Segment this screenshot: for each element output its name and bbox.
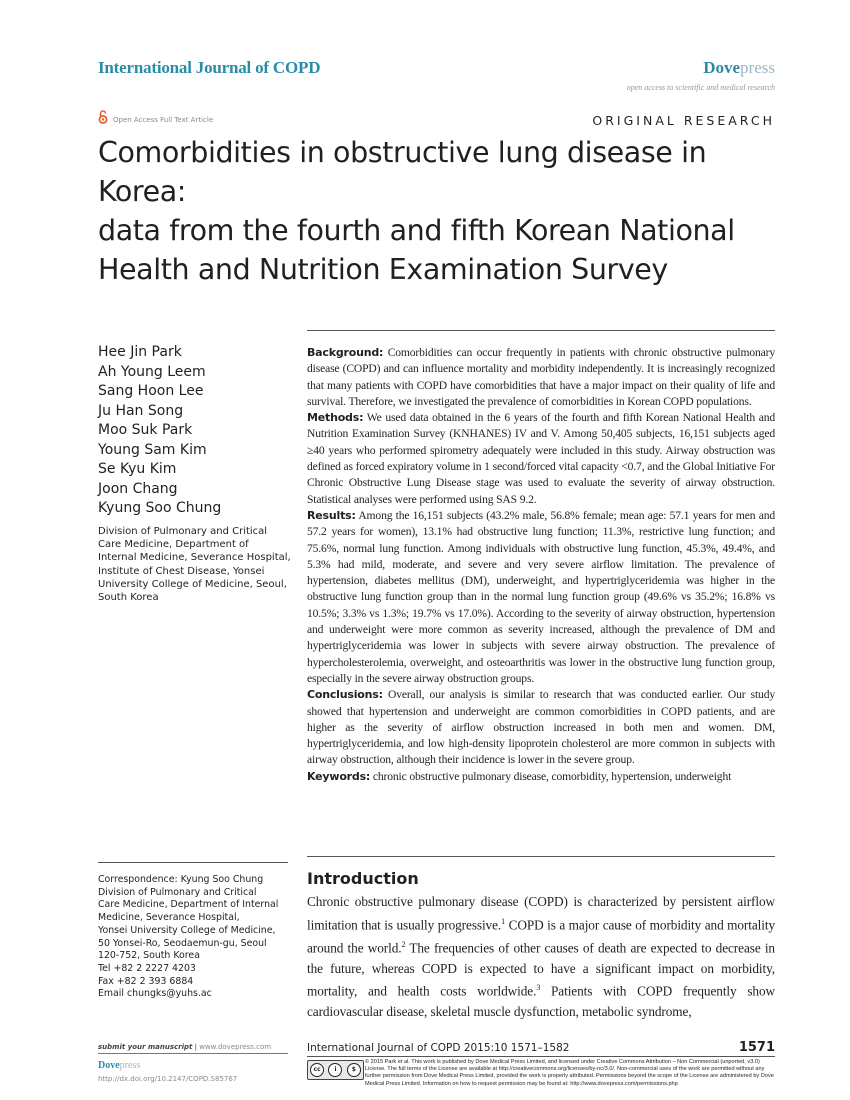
author-name: Young Sam Kim [98, 441, 207, 458]
abstract-background [307, 345, 775, 410]
author-name: Moo Suk Park [98, 422, 193, 438]
page-number: 1571 [738, 1040, 775, 1055]
citation-ref[interactable]: 2 [401, 940, 406, 950]
affiliation-line: Care Medicine, Department of [98, 539, 249, 551]
results-text: Among the 16,151 subjects (43.2% male, 56.8% female; mean age: 57.1 years for men and 57.2 years for women), 13.1% had obstructive lung function; 11.3%, restrictive lung function; and 75.6%, normal lung function. Among individuals with obstructive lung function, 45.3%, 49.4%, and 5.3% had mild, moderate, and severe and very severe airflow limitation. The prevalence of hypertension, diabetes mellitus (DM), underweight, and hypertriglyceridemia was higher in the obstructive lung function group than in the normal lung function group (49.6% vs 35.2%; 16.8% vs 10.5%; 3.3% vs 1.3%; 19.7% vs 17.0%). According to the severity of airway obstruction, hypertension and underweight were more common as severity increased, although the prevalence of DM and hypertriglyceridemia was lower in subjects with severe airway obstruction. The prevalence of hypercholesterolemia, overweight, and osteoarthritis was lower in the obstructive lung function group, especially in the severe airway obstruction groups. [307, 508, 775, 685]
introduction-heading: Introduction [307, 869, 419, 888]
citation-ref[interactable]: 1 [501, 916, 506, 926]
open-lock-icon [98, 110, 108, 129]
methods-text: We used data obtained in the 6 years of the fourth and fifth Korean National Health and Nutrition Examination Survey (KNHANES) IV and V. Among 50,405 subjects, 16,151 subjects aged ≥40 years who performed spirometry adequately were included in this study. Airway obstruction was defined as forced expiratory volume in 1 second/forced vital capacity <0.7, and the Global Initiative For Chronic Obstructive Lung Disease stage was used to evaluate the severity of airway obstruction. Statistical analyses were performed using SAS 9.2. [307, 411, 775, 506]
submit-separator: | [192, 1043, 200, 1051]
introduction-text [307, 892, 775, 1022]
keywords-text: chronic obstructive pulmonary disease, comorbidity, hypertension, underweight [372, 769, 732, 783]
intro-segment: Chronic obstructive pulmonary disease (COPD) is characterized by persistent airflow limitation that is usually progressive. [307, 894, 775, 933]
footer-press: press [119, 1060, 141, 1071]
footer-left-divider [98, 1053, 288, 1054]
publisher-dove: Dove [703, 58, 741, 77]
author-name: Ah Young Leem [98, 363, 206, 380]
author-name: Ju Han Song [98, 402, 184, 419]
affiliation-line: Internal Medicine, Severance Hospital, [98, 552, 291, 564]
intro-segment: Patients with COPD frequently show cardiovascular disease, skeletal muscle dysfunction, metabolic syndrome, [307, 983, 775, 1019]
publisher-press: press [740, 58, 775, 77]
conclusions-text: Overall, our analysis is similar to research that was conducted earlier. Our study showed that hypertension and underweight are common comorbidities in COPD patients, and are higher as the severity of airflow obstruction increased in both men and women. DM, hypertriglyceridemia, and low high-density lipoprotein cholesterol are more common in subjects with airway obstruction, although their incidence is lower in the severe group. [307, 688, 775, 767]
correspondence-divider [98, 862, 288, 863]
abstract-conclusions [307, 687, 775, 768]
title-line: data from the fourth and fifth Korean National [98, 214, 735, 247]
affiliation-line: Division of Pulmonary and Critical [98, 526, 268, 537]
abstract-divider-top [307, 330, 775, 331]
abstract-results [307, 508, 775, 687]
citation-ref[interactable]: 3 [536, 983, 541, 993]
abstract-methods [307, 410, 775, 508]
footer-publisher-logo[interactable] [98, 1060, 288, 1071]
footer-citation: International Journal of COPD 2015:10 1571–1582 [307, 1042, 570, 1054]
nc-circle: $ [347, 1063, 361, 1077]
article-title [98, 133, 798, 289]
author-list [98, 343, 221, 519]
affiliation-line: Institute of Chest Disease, Yonsei [98, 565, 265, 577]
intro-segment: The frequencies of other causes of death are expected to decrease in the future, whereas COPD is expected to have a significant impact on morbidity, mortality, and health costs worldwide. [307, 940, 775, 999]
doi-url[interactable]: http://dx.doi.org/10.2147/COPD.S85767 [98, 1075, 238, 1083]
open-access-badge [98, 110, 213, 129]
correspondence-line: 120-752, South Korea [98, 950, 200, 962]
correspondence-line: Tel +82 2 2227 4203 [98, 962, 196, 974]
correspondence-line: Yonsei University College of Medicine, [98, 924, 276, 936]
author-name: Sang Hoon Lee [98, 383, 204, 399]
abstract-keywords [307, 769, 775, 785]
title-line: Comorbidities in obstructive lung disease in Korea: [98, 136, 707, 208]
correspondence-line: Correspondence: Kyung Soo Chung [98, 874, 264, 885]
author-name: Kyung Soo Chung [98, 500, 222, 516]
title-line: Health and Nutrition Examination Survey [98, 253, 668, 286]
open-access-label: Open Access Full Text Article [113, 115, 214, 124]
background-label: Background: [307, 346, 384, 359]
submit-manuscript[interactable] [98, 1043, 288, 1051]
journal-name[interactable]: International Journal of COPD [98, 58, 321, 77]
correspondence-line: Fax +82 2 393 6884 [98, 975, 194, 987]
correspondence-email[interactable]: Email chungks@yuhs.ac [98, 988, 212, 1000]
license-text: © 2015 Park et al. This work is published by Dove Medical Press Limited, and licensed under Creative Commons Attribution – Non Commercial (unported, v3.0) License. The full terms of the License are available at http://creativecommons.org/licenses/by-nc/3.0/. Non-commercial uses of the work are permitted without any further permission from Dove Medical Press Limited, provided the work is properly attributed. Permissions beyond the scope of the License are administered by Dove Medical Press Limited. Information on how to request permission may be found at: http://www.dovepress.com/permissions.php [365, 1059, 774, 1087]
correspondence-line: 50 Yonsei-Ro, Seodaemun-gu, Seoul [98, 937, 267, 949]
background-text: Comorbidities can occur frequently in patients with chronic obstructive pulmonary disease (COPD) and can influence mortality and morbidity independently. It is increasingly recognized that many patients with COPD have comorbidities that have a major impact on their quality of life and survival. Therefore, we investigated the prevalence of comorbidities in Korean COPD populations. [307, 346, 775, 408]
abstract-divider-bottom [307, 856, 775, 857]
affiliation-line: South Korea [98, 592, 159, 604]
author-name: Hee Jin Park [98, 344, 182, 360]
creative-commons-by-nc-icon[interactable] [307, 1060, 364, 1080]
abstract [307, 345, 775, 785]
publisher-tagline: open access to scientific and medical research [626, 83, 775, 92]
publisher-logo[interactable] [703, 58, 775, 78]
author-name: Joon Chang [98, 480, 178, 497]
correspondence-block [98, 874, 298, 1001]
footer-divider [307, 1056, 775, 1057]
correspondence-line: Division of Pulmonary and Critical [98, 886, 257, 898]
results-label: Results: [307, 508, 356, 522]
footer-dove: Dove [98, 1060, 120, 1071]
correspondence-line: Care Medicine, Department of Internal [98, 899, 279, 911]
author-name: Se Kyu Kim [98, 461, 177, 477]
conclusions-label: Conclusions: [307, 688, 383, 702]
intro-segment: COPD is a major cause of morbidity and mortality around the world. [307, 917, 775, 956]
affiliation-line: University College of Medicine, Seoul, [98, 578, 287, 590]
methods-label: Methods: [307, 411, 364, 425]
footer-publisher-block [98, 1043, 288, 1083]
by-circle: i [328, 1063, 342, 1077]
keywords-label: Keywords: [307, 769, 371, 783]
submit-label[interactable]: submit your manuscript [98, 1043, 193, 1051]
cc-circle: cc [310, 1063, 324, 1077]
correspondence-line: Medicine, Severance Hospital, [98, 912, 240, 924]
affiliation [98, 525, 293, 604]
doi-link[interactable] [98, 1075, 288, 1083]
section-label: ORIGINAL RESEARCH [592, 113, 775, 128]
submit-url[interactable]: www.dovepress.com [199, 1043, 272, 1051]
